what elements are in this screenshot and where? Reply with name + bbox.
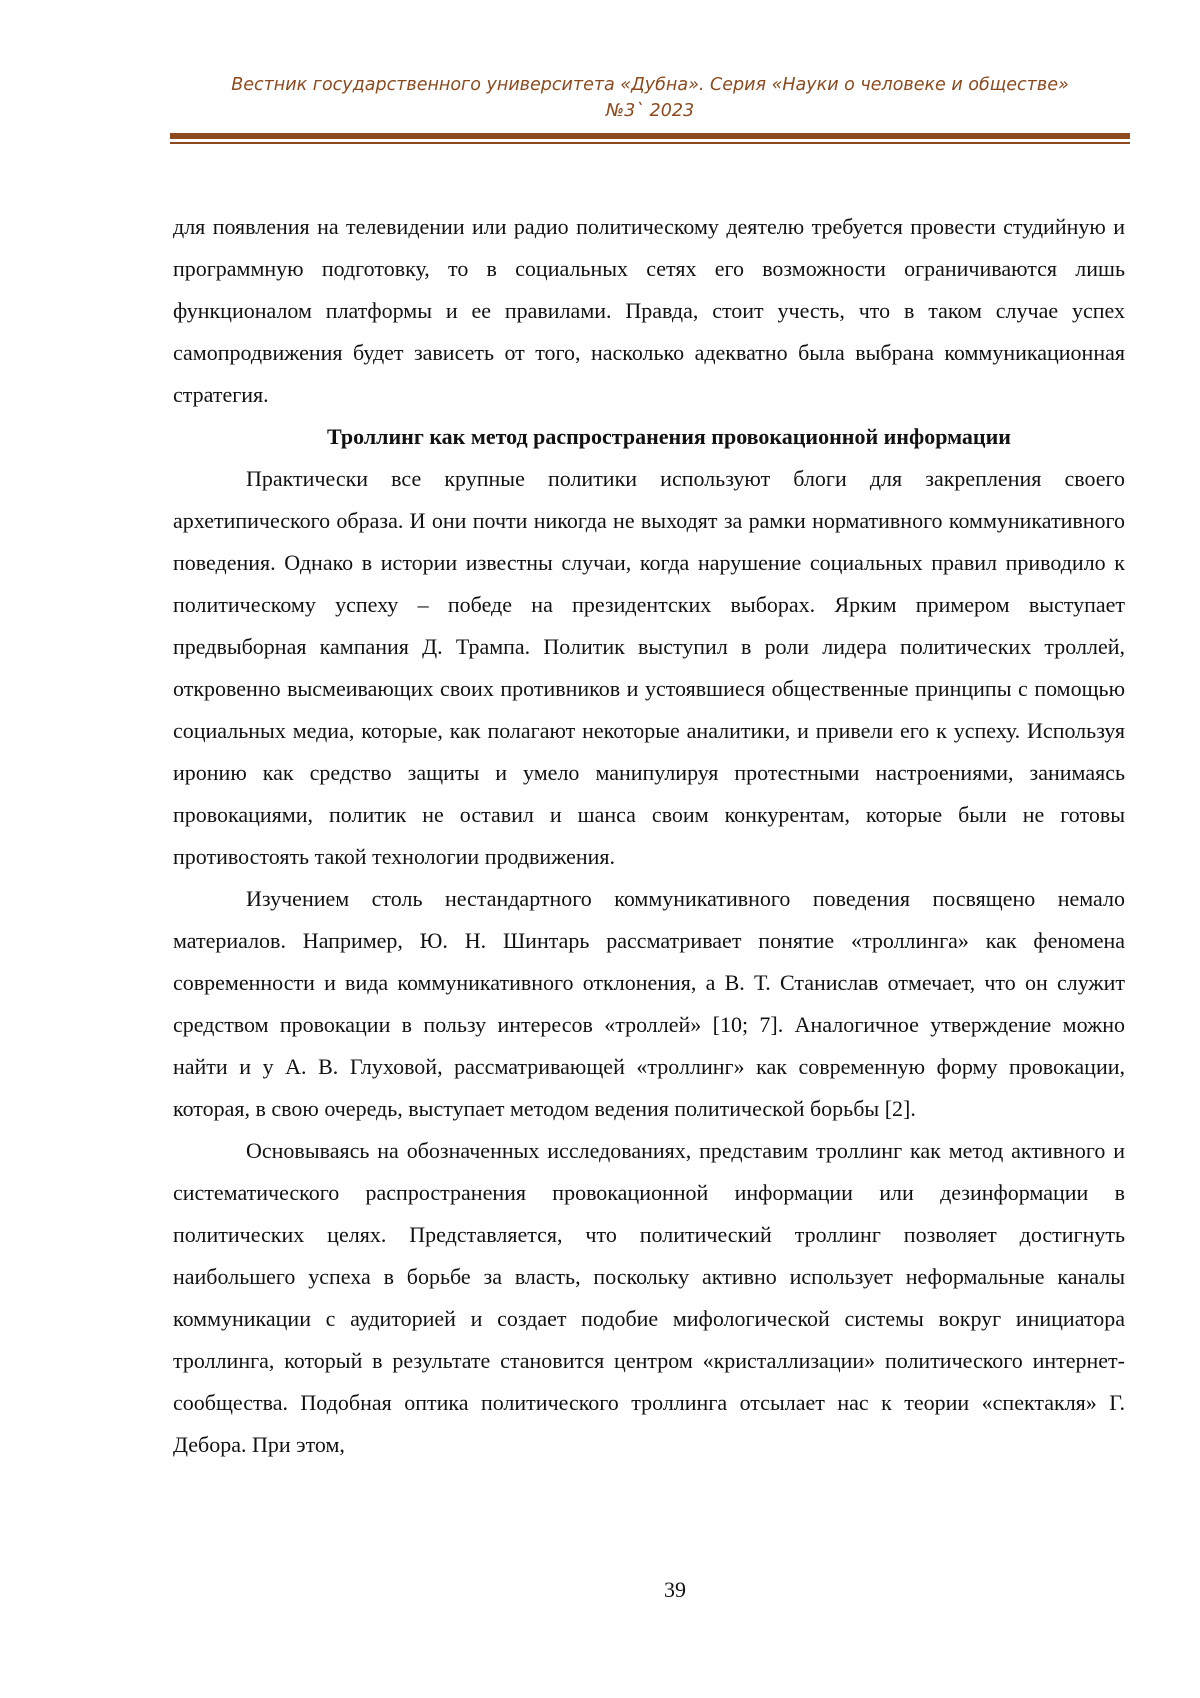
- paragraph: Основываясь на обозначенных исследованиях, представим троллинг как метод активного и систематического распространения провокационной информации или дезинформации в политических целях. Представляется, что политический троллинг позволяет достигнуть наибольшего успеха в борьбе за власть, поскольку активно использует неформальные каналы коммуникации с аудиторией и создает подобие мифологической системы вокруг инициатора троллинга, который в результате становится центром «кристаллизации» политического интернет-сообщества. Подобная оптика политического троллинга отсылает нас к теории «спектакля» Г. Дебора. При этом,: [173, 1130, 1125, 1466]
- article-body: [173, 206, 1125, 1466]
- paragraph: Изучением столь нестандартного коммуникативного поведения посвящено немало материалов. Например, Ю. Н. Шинтарь рассматривает понятие «троллинга» как феномена современности и вида коммуникативного отклонения, а В. Т. Станислав отмечает, что он служит средством провокации в пользу интересов «троллей» [10; 7]. Аналогичное утверждение можно найти и у А. В. Глуховой, рассматривающей «троллинг» как современную форму провокации, которая, в свою очередь, выступает методом ведения политической борьбы [2].: [173, 878, 1125, 1130]
- page-number: 39: [0, 1577, 1200, 1603]
- header-rule-thin: [170, 142, 1130, 144]
- paragraph: Практически все крупные политики используют блоги для закрепления своего архетипического образа. И они почти никогда не выходят за рамки нормативного коммуникативного поведения. Однако в истории известны случаи, когда нарушение социальных правил приводило к политическому успеху – победе на президентских выборах. Ярким примером выступает предвыборная кампания Д. Трампа. Политик выступил в роли лидера политических троллей, откровенно высмеивающих своих противников и устоявшиеся общественные принципы с помощью социальных медиа, которые, как полагают некоторые аналитики, и привели его к успеху. Используя иронию как средство защиты и умело манипулируя протестными настроениями, занимаясь провокациями, политик не оставил и шанса своим конкурентам, которые были не готовы противостоять такой технологии продвижения.: [173, 458, 1125, 878]
- journal-title: Вестник государственного университета «Дубна». Серия «Науки о человеке и обществе»: [170, 72, 1130, 98]
- paragraph-continuation: для появления на телевидении или радио политическому деятелю требуется провести студийную и программную подготовку, то в социальных сетях его возможности ограничиваются лишь функционалом платформы и ее правилами. Правда, стоит учесть, что в таком случае успех самопродвижения будет зависеть от того, насколько адекватно была выбрана коммуникационная стратегия.: [173, 206, 1125, 416]
- running-header: [170, 72, 1130, 124]
- section-heading: Троллинг как метод распространения провокационной информации: [173, 416, 1125, 458]
- issue-number: №3` 2023: [170, 98, 1130, 124]
- header-rule-thick: [170, 133, 1130, 139]
